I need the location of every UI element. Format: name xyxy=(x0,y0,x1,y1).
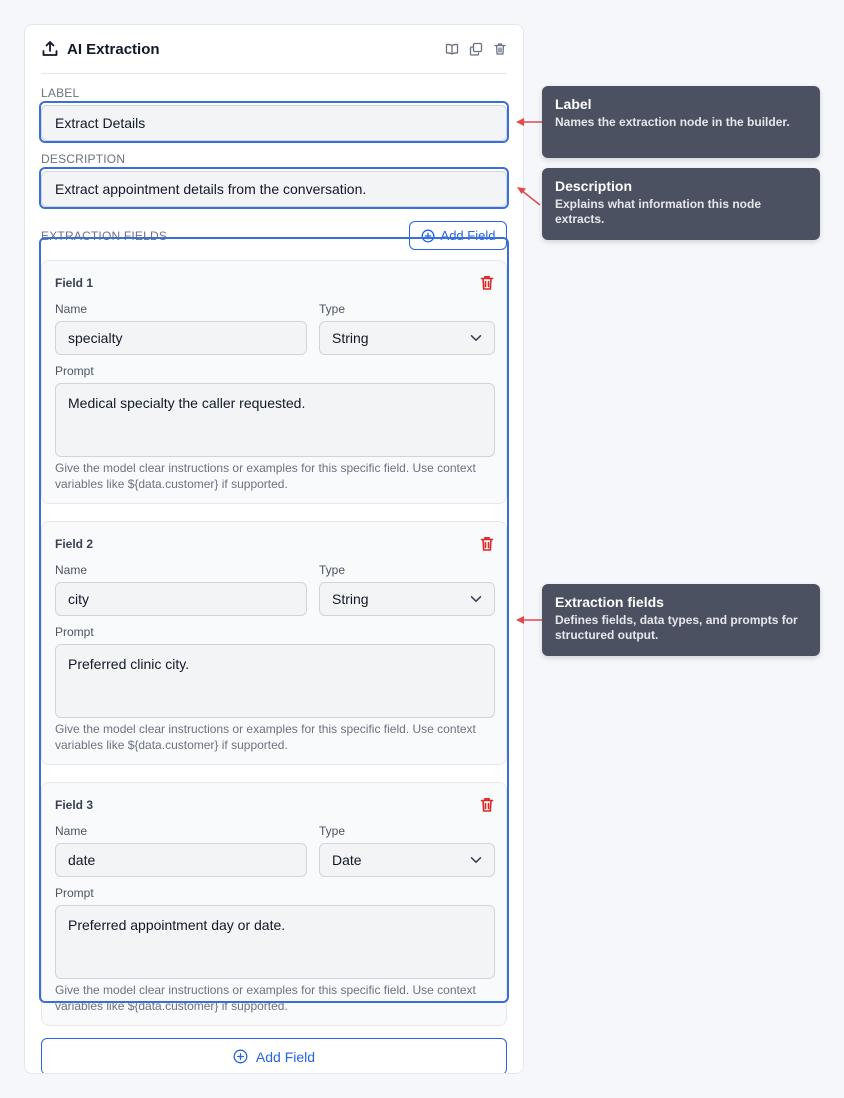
field-card-3 xyxy=(41,782,507,1026)
header-actions xyxy=(445,42,507,56)
panel-header xyxy=(41,25,507,74)
delete-field-icon[interactable] xyxy=(480,536,494,552)
plus-circle-icon xyxy=(421,229,435,243)
field-name-input[interactable]: date xyxy=(55,843,307,877)
field-name-input[interactable]: specialty xyxy=(55,321,307,355)
label-section-title: LABEL xyxy=(41,86,80,100)
prompt-label: Prompt xyxy=(55,625,94,639)
field-help-text: Give the model clear instructions or examples for this specific field. Use context variables like ${data.customer} if supported. xyxy=(55,461,476,491)
name-label: Name xyxy=(55,824,88,838)
callout-desc: Explains what information this node extracts. xyxy=(555,197,762,226)
description-section-title: DESCRIPTION xyxy=(41,152,126,166)
add-field-button-top[interactable] xyxy=(409,221,507,250)
extraction-panel xyxy=(24,24,524,1074)
name-label: Name xyxy=(55,563,88,577)
callout-description xyxy=(542,168,820,240)
field-type-select[interactable] xyxy=(319,321,495,355)
description-arrow xyxy=(512,182,544,208)
chevron-down-icon xyxy=(470,856,482,864)
field-prompt-textarea[interactable]: Medical specialty the caller requested. xyxy=(55,383,495,457)
add-field-label: Add Field xyxy=(255,1048,316,1065)
type-label: Type xyxy=(319,302,346,316)
field-prompt-textarea[interactable]: Preferred clinic city. xyxy=(55,644,495,718)
callout-title: Extraction fields xyxy=(555,594,664,610)
field-name-input[interactable]: city xyxy=(55,582,307,616)
delete-field-icon[interactable] xyxy=(480,275,494,291)
callout-label xyxy=(542,86,820,158)
copy-icon[interactable] xyxy=(469,42,483,56)
field-help-text: Give the model clear instructions or examples for this specific field. Use context variables like ${data.customer} if supported. xyxy=(55,722,476,752)
callout-title: Description xyxy=(555,178,633,194)
callout-extraction-fields xyxy=(542,584,820,656)
label-arrow xyxy=(512,110,544,134)
field-title: Field 1 xyxy=(55,276,94,290)
field-card-1 xyxy=(41,260,507,504)
type-label: Type xyxy=(319,563,346,577)
chevron-down-icon xyxy=(470,334,482,342)
field-type-select[interactable] xyxy=(319,582,495,616)
panel-title: AI Extraction xyxy=(67,40,160,58)
name-label: Name xyxy=(55,302,88,316)
plus-circle-icon xyxy=(233,1049,248,1064)
prompt-label: Prompt xyxy=(55,886,94,900)
add-field-button-bottom[interactable] xyxy=(41,1038,507,1074)
book-icon[interactable] xyxy=(445,42,459,56)
prompt-label: Prompt xyxy=(55,364,94,378)
label-input[interactable]: Extract Details xyxy=(41,105,507,141)
field-type-select[interactable] xyxy=(319,843,495,877)
delete-field-icon[interactable] xyxy=(480,797,494,813)
field-type-value: Date xyxy=(332,852,362,868)
add-field-label: Add Field xyxy=(440,228,496,243)
field-help-text: Give the model clear instructions or examples for this specific field. Use context variables like ${data.customer} if supported. xyxy=(55,983,476,1013)
extraction-fields-title: EXTRACTION FIELDS xyxy=(41,229,168,243)
extraction-fields-arrow xyxy=(512,608,544,632)
field-type-value: String xyxy=(332,591,369,607)
field-type-value: String xyxy=(332,330,369,346)
callout-title: Label xyxy=(555,96,592,112)
field-title: Field 3 xyxy=(55,798,94,812)
field-title: Field 2 xyxy=(55,537,94,551)
field-card-2 xyxy=(41,521,507,765)
chevron-down-icon xyxy=(470,595,482,603)
field-prompt-textarea[interactable]: Preferred appointment day or date. xyxy=(55,905,495,979)
trash-icon[interactable] xyxy=(493,42,507,56)
callout-desc: Names the extraction node in the builder. xyxy=(555,115,790,129)
type-label: Type xyxy=(319,824,346,838)
description-input[interactable]: Extract appointment details from the conversation. xyxy=(41,171,507,207)
upload-icon xyxy=(41,40,59,58)
callout-desc: Defines fields, data types, and prompts for structured output. xyxy=(555,613,798,642)
